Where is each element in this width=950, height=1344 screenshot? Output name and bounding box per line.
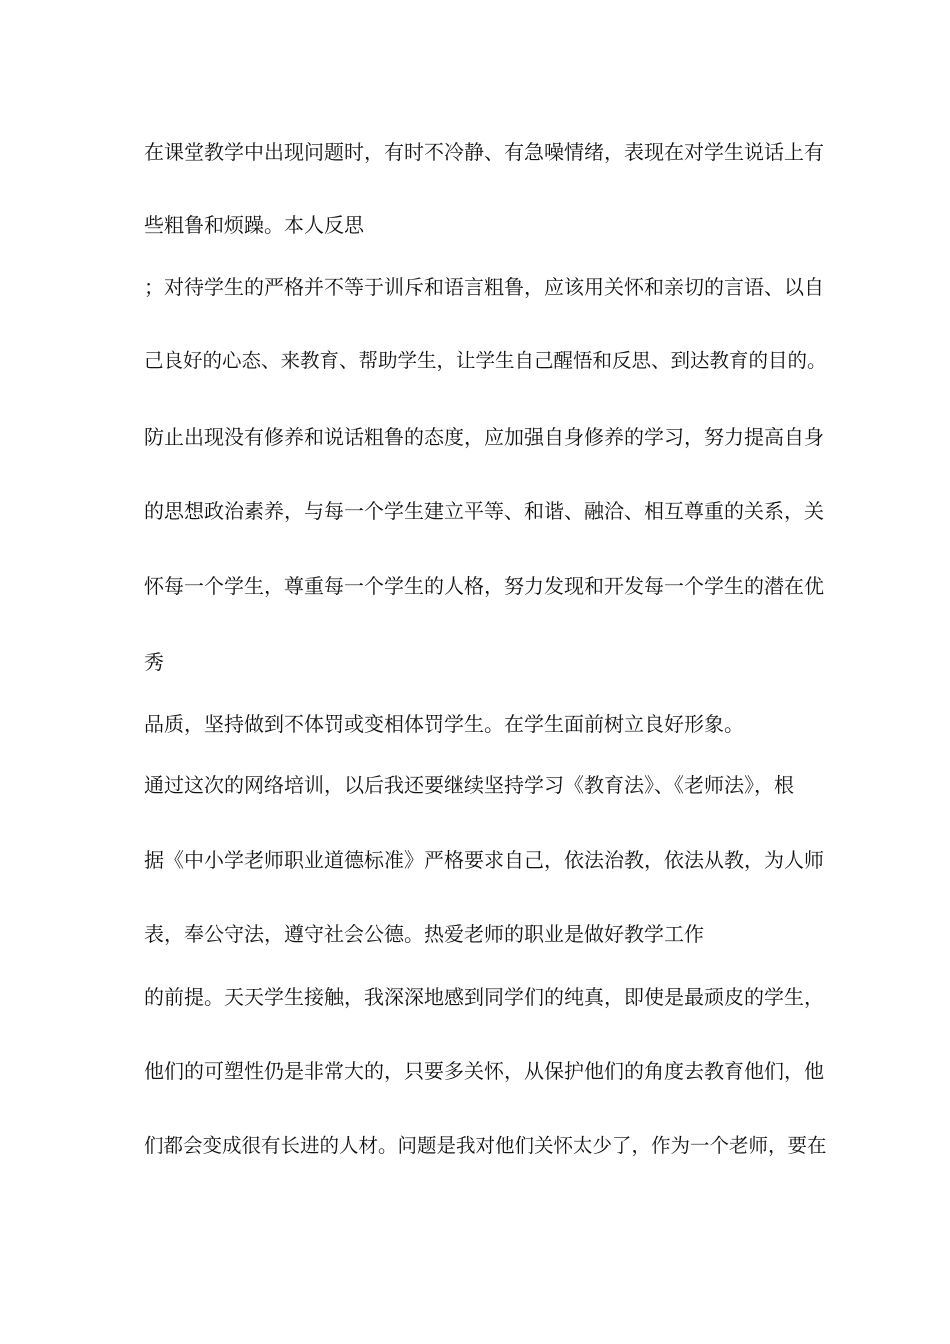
text-line: 些粗鲁和烦躁。本人反思 <box>144 213 364 237</box>
text-line: 品质，坚持做到不体罚或变相体罚学生。在学生面前树立良好形象。 <box>144 712 744 736</box>
text-line: 通过这次的网络培训，以后我还要继续坚持学习《教育法》、《老师法》，根 <box>144 773 794 797</box>
text-line: 怀每一个学生，尊重每一个学生的人格，努力发现和开发每一个学生的潜在优 <box>144 574 824 598</box>
text-line: 在课堂教学中出现问题时，有时不冷静、有急噪情绪，表现在对学生说话上有 <box>144 140 824 164</box>
text-line: 秀 <box>144 650 164 674</box>
text-line: 据《中小学老师职业道德标准》严格要求自己，依法治教，依法从教，为人师 <box>144 848 824 872</box>
text-line: 的思想政治素养，与每一个学生建立平等、和谐、融洽、相互尊重的关系，关 <box>144 499 824 523</box>
text-line: ；对待学生的严格并不等于训斥和语言粗鲁，应该用关怀和亲切的言语、以自 <box>144 275 824 299</box>
text-line: 的前提。天天学生接触，我深深地感到同学们的纯真，即使是最顽皮的学生， <box>144 985 824 1009</box>
text-line: 表，奉公守法，遵守社会公德。热爱老师的职业是做好教学工作 <box>144 922 704 946</box>
text-line: 他们的可塑性仍是非常大的，只要多关怀，从保护他们的角度去教育他们，他 <box>144 1059 824 1083</box>
text-line: 己良好的心态、来教育、帮助学生，让学生自己醒悟和反思、到达教育的目的。 <box>144 349 827 372</box>
text-line: 防止出现没有修养和说话粗鲁的态度，应加强自身修养的学习，努力提高自身 <box>144 425 824 449</box>
text-line: 们都会变成很有长进的人材。问题是我对他们关怀太少了，作为一个老师，要在 <box>144 1134 827 1157</box>
